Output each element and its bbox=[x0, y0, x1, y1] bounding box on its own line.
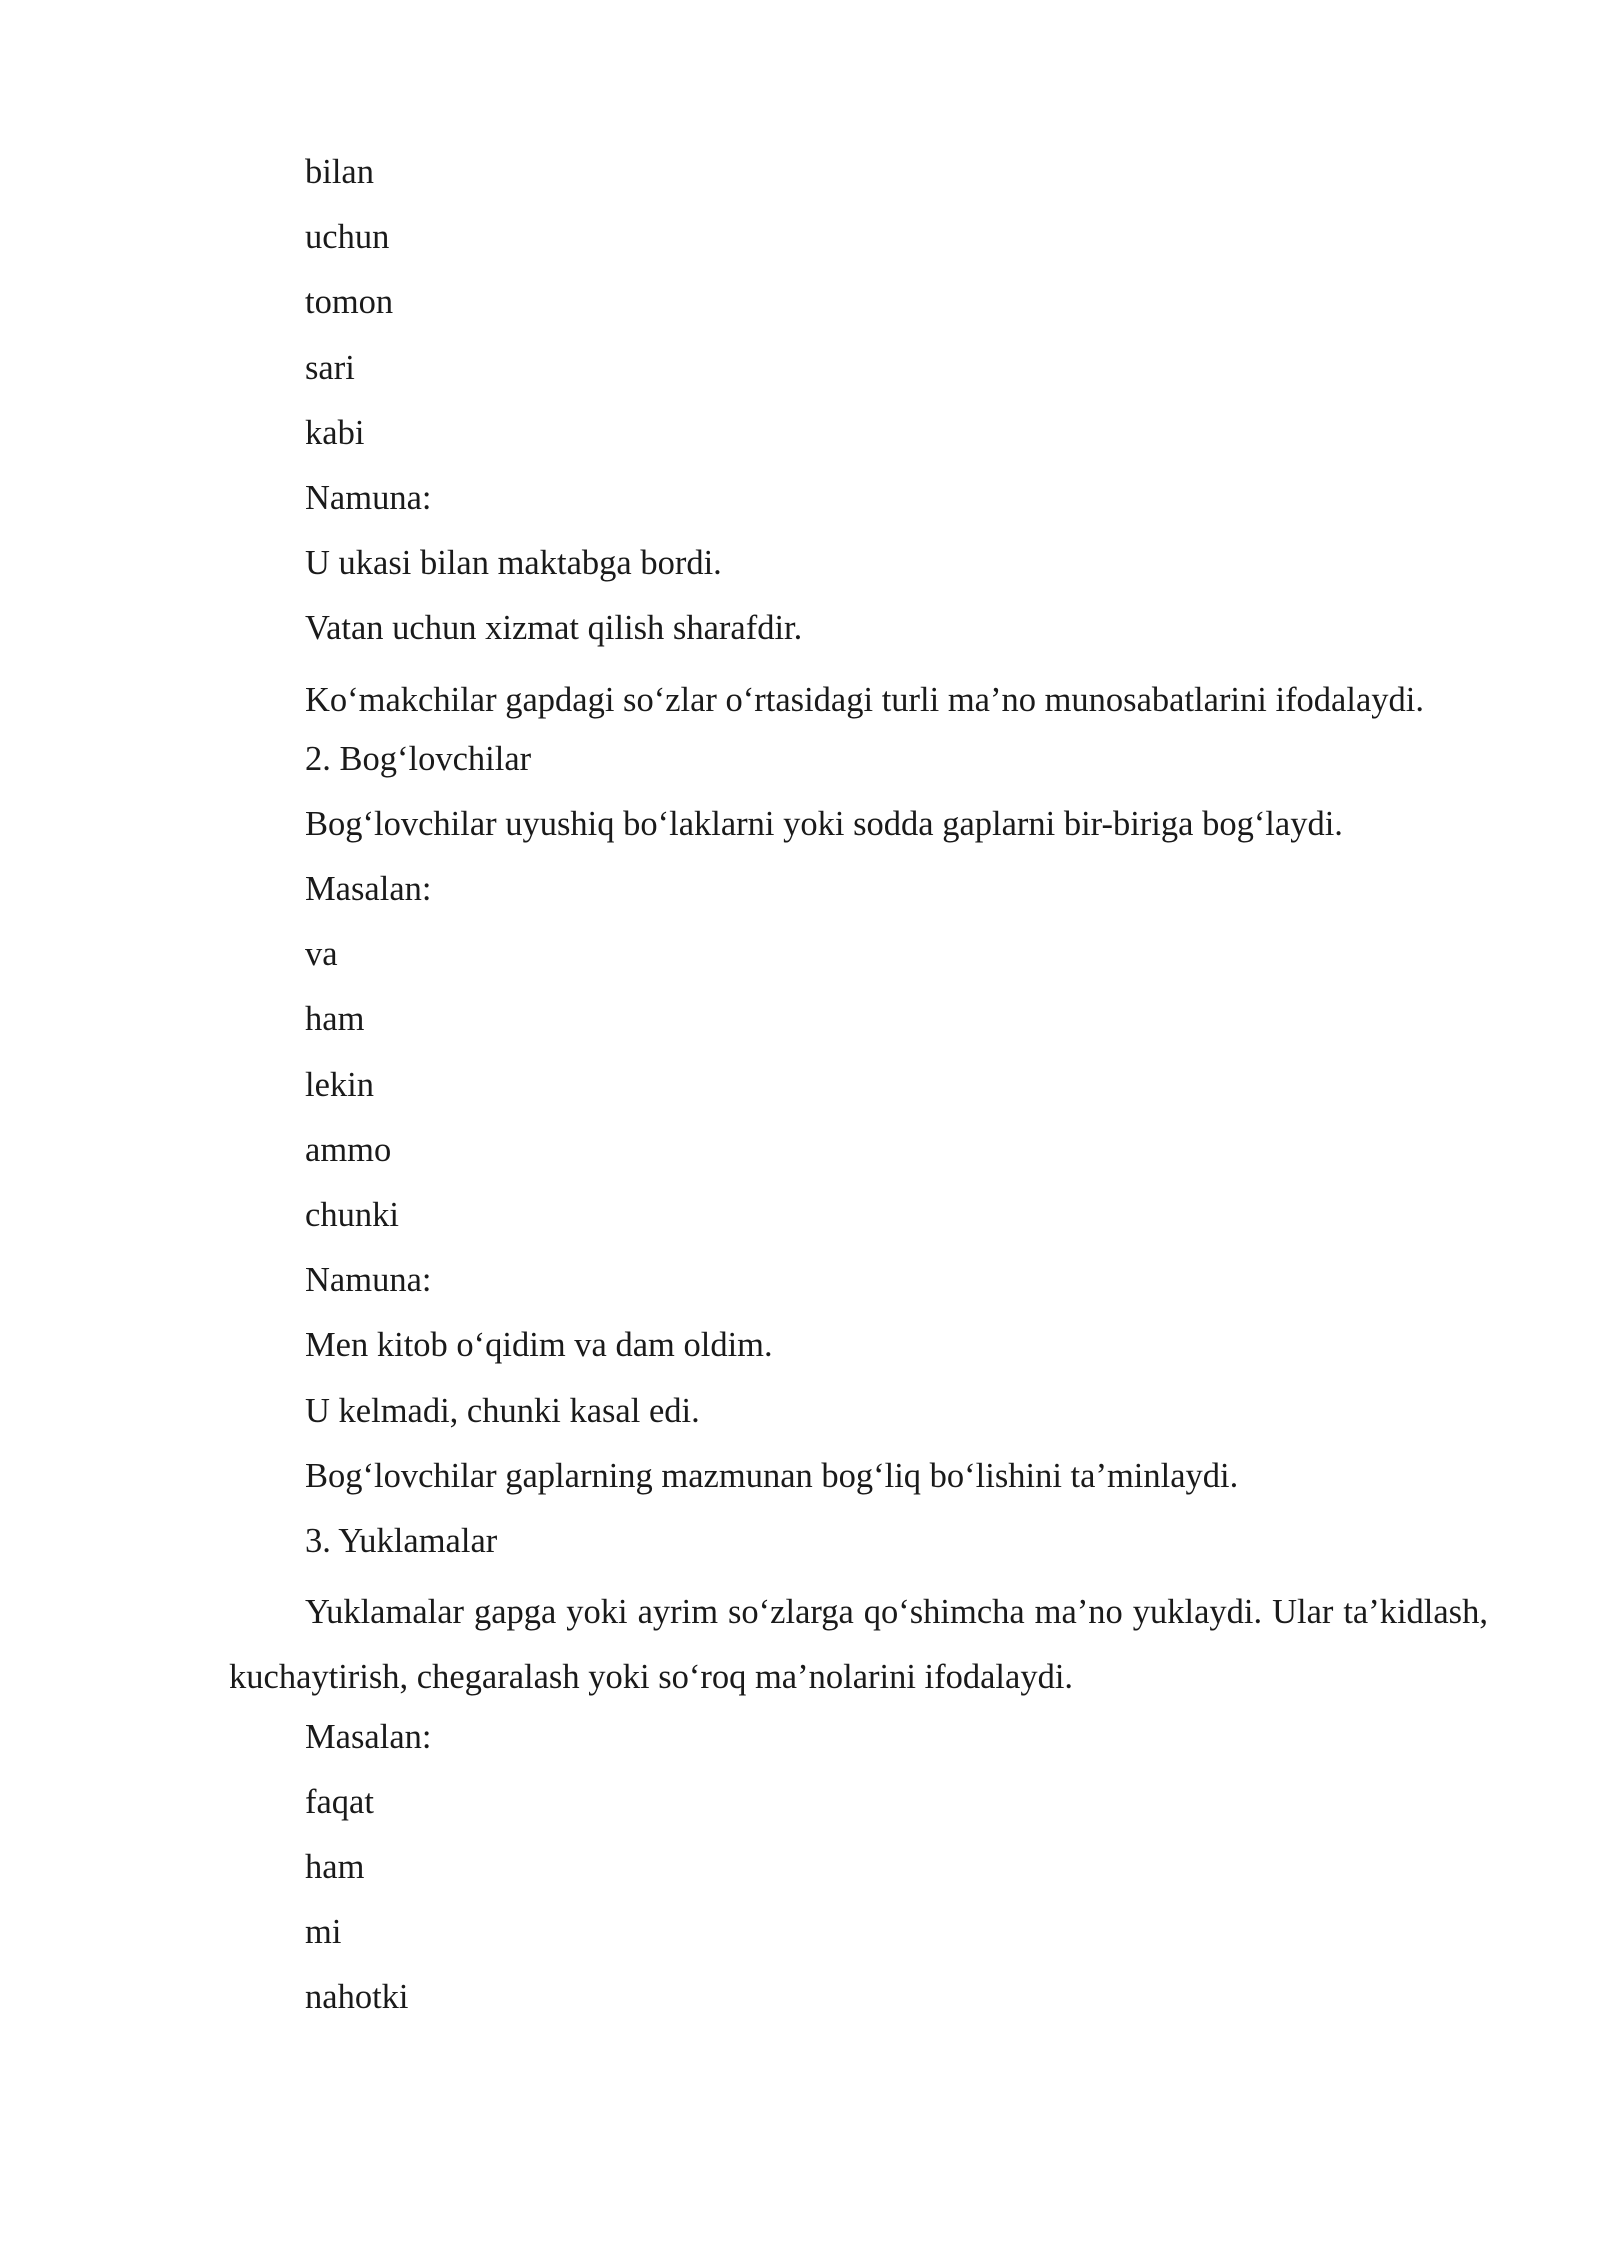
list-item-tomon: tomon bbox=[305, 283, 394, 322]
section-heading-boglovchilar: 2. Bog‘lovchilar bbox=[305, 739, 532, 778]
list-item-mi: mi bbox=[305, 1913, 342, 1952]
example-sentence: U ukasi bilan maktabga bordi. bbox=[305, 544, 722, 583]
example-sentence: Men kitob o‘qidim va dam oldim. bbox=[305, 1326, 773, 1365]
list-item-ham: ham bbox=[305, 1847, 365, 1886]
example-sentence: Vatan uchun xizmat qilish sharafdir. bbox=[305, 609, 803, 648]
example-sentence: U kelmadi, chunki kasal edi. bbox=[305, 1391, 700, 1430]
list-item-ham: ham bbox=[305, 1000, 365, 1039]
example-label: Namuna: bbox=[305, 478, 432, 517]
list-item-bilan: bilan bbox=[305, 153, 374, 191]
list-item-ammo: ammo bbox=[305, 1130, 392, 1169]
definition-sentence: Bog‘lovchilar uyushiq bo‘laklarni yoki sodda gaplarni bir-biriga bog‘laydi. bbox=[305, 804, 1343, 843]
list-item-chunki: chunki bbox=[305, 1196, 399, 1235]
paragraph-yuklamalar: Yuklamalar gapga yoki ayrim so‘zlarga qo‘shimcha ma’no yuklaydi. Ular ta’kidlash, kuchaytirish, chegaralash yoki so‘roq ma’nolarini ifodalaydi. bbox=[229, 1593, 1488, 1697]
example-label: Masalan: bbox=[305, 870, 432, 909]
list-item-uchun: uchun bbox=[305, 218, 390, 257]
example-label: Masalan: bbox=[305, 1717, 432, 1756]
list-item-lekin: lekin bbox=[305, 1065, 374, 1104]
list-item-faqat: faqat bbox=[305, 1782, 374, 1821]
list-item-nahotki: nahotki bbox=[305, 1978, 409, 2017]
example-label: Namuna: bbox=[305, 1261, 432, 1300]
document-body bbox=[229, 146, 1488, 2036]
section-heading-yuklamalar: 3. Yuklamalar bbox=[305, 1521, 498, 1560]
summary-sentence: Bog‘lovchilar gaplarning mazmunan bog‘liq bo‘lishini ta’minlaydi. bbox=[305, 1456, 1239, 1495]
list-item-kabi: kabi bbox=[305, 413, 365, 452]
list-item-sari: sari bbox=[305, 348, 355, 387]
list-item-va: va bbox=[305, 935, 338, 974]
paragraph-komakchilar: Ko‘makchilar gapdagi so‘zlar o‘rtasidagi turli ma’no munosabatlarini ifodalaydi. bbox=[305, 680, 1424, 719]
